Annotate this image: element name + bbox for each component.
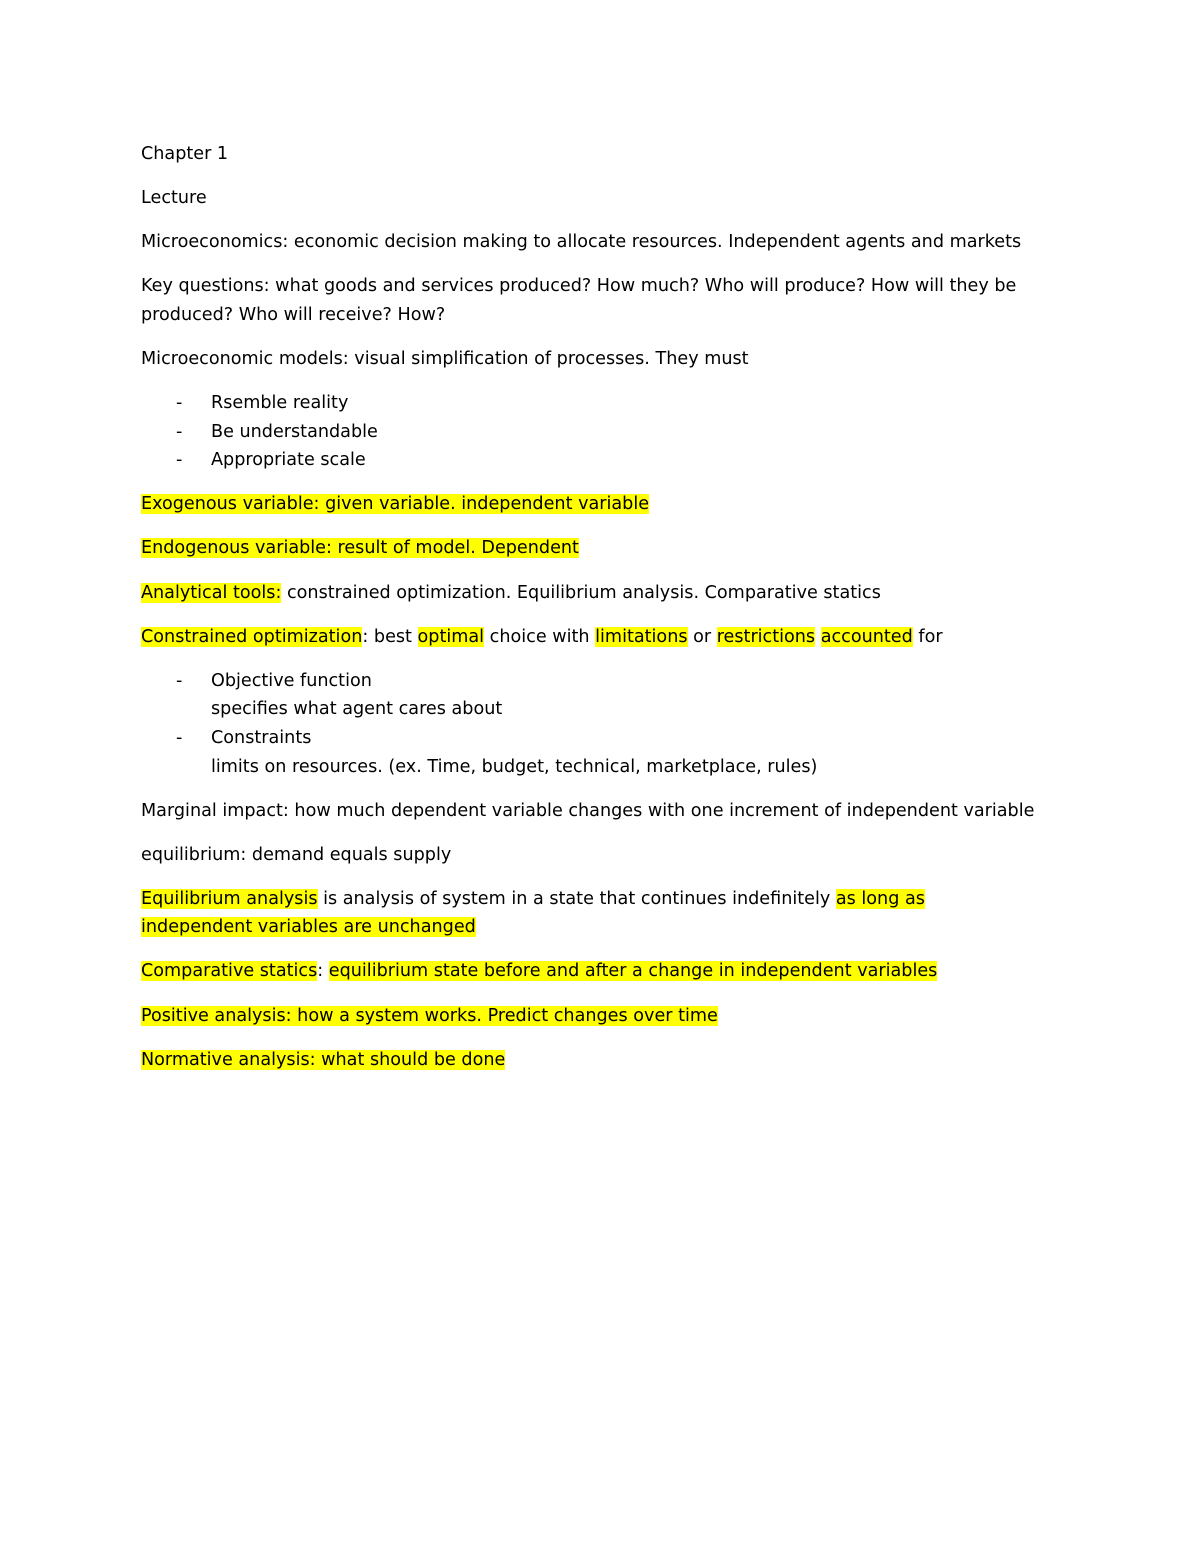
text-span: : best	[362, 626, 418, 647]
highlight: Equilibrium analysis	[141, 888, 318, 909]
models-paragraph: Microeconomic models: visual simplification of processes. They must	[141, 348, 749, 369]
lecture-label: Lecture	[141, 188, 207, 209]
exogenous-paragraph	[141, 490, 1041, 519]
list-item-desc: specifies what agent cares about	[211, 699, 503, 720]
highlight: as long as independent variables are unchanged	[141, 888, 925, 938]
highlight: limitations	[595, 626, 688, 647]
models-list	[141, 389, 1041, 475]
list-item	[141, 724, 1041, 781]
list-item-head: - Objective function	[211, 670, 372, 691]
text-span: for	[912, 626, 943, 647]
normative-analysis-paragraph	[141, 1046, 1041, 1075]
highlight: restrictions	[716, 626, 816, 647]
highlight: Positive analysis: how a system works. Predict changes over time	[141, 1005, 718, 1026]
comparative-statics-paragraph	[141, 957, 1041, 986]
highlight: Comparative statics	[141, 961, 318, 982]
list-item-desc: limits on resources. (ex. Time, budget, technical, marketplace, rules)	[211, 756, 818, 777]
highlight: Endogenous variable: result of model. Dependent	[141, 538, 579, 559]
equilibrium-analysis-paragraph	[141, 885, 1031, 942]
highlight: equilibrium state before and after a change in independent variables	[328, 961, 938, 982]
text-span: choice with	[484, 626, 596, 647]
highlight: Exogenous variable: given variable. independent variable	[141, 494, 650, 515]
list-item: - Be understandable	[141, 418, 1041, 447]
text-span: or	[687, 626, 717, 647]
list-item: - Appropriate scale	[141, 446, 1041, 475]
text-span: :	[317, 961, 329, 982]
endogenous-paragraph	[141, 534, 1041, 563]
text-span	[815, 627, 821, 647]
positive-analysis-paragraph	[141, 1002, 1041, 1031]
list-item-head: - Constraints	[211, 727, 312, 748]
list-item	[141, 667, 1041, 724]
text-span: is analysis of system in a state that continues indefinitely	[317, 888, 836, 909]
highlight: optimal	[417, 626, 485, 647]
highlight: Constrained optimization	[141, 626, 363, 647]
marginal-impact-paragraph: Marginal impact: how much dependent variable changes with one increment of independent variable	[141, 800, 1035, 821]
analytical-tools-text: constrained optimization. Equilibrium analysis. Comparative statics	[281, 582, 881, 603]
optimization-list	[141, 667, 1041, 781]
equilibrium-paragraph: equilibrium: demand equals supply	[141, 844, 452, 865]
highlight: Normative analysis: what should be done	[141, 1049, 506, 1070]
microeconomics-paragraph: Microeconomics: economic decision making to allocate resources. Independent agents and markets	[141, 232, 1022, 253]
list-item: - Rsemble reality	[141, 389, 1041, 418]
constrained-optimization-paragraph	[141, 623, 1041, 652]
analytical-tools-paragraph	[141, 579, 1041, 608]
key-questions-paragraph: Key questions: what goods and services produced? How much? Who will produce? How will they be produced? Who will receive? How?	[141, 276, 1017, 325]
chapter-heading: Chapter 1	[141, 144, 229, 164]
highlight: accounted	[820, 626, 913, 647]
document-body	[141, 140, 1041, 1090]
highlight: Analytical tools:	[141, 582, 282, 603]
